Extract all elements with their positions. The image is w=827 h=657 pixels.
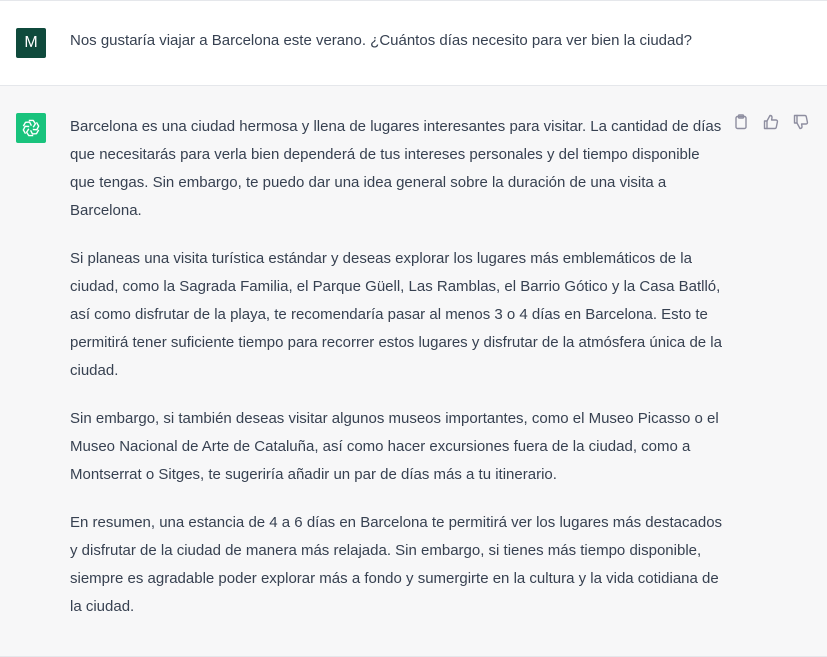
thumbs-down-icon[interactable] — [793, 114, 809, 130]
assistant-message-text — [70, 113, 725, 641]
assistant-message-row — [0, 86, 827, 657]
thumbs-up-icon[interactable] — [763, 114, 779, 130]
assistant-paragraph: Barcelona es una ciudad hermosa y llena de lugares interesantes para visitar. La cantidad de días que necesitarás para verla bien dependerá de tus intereses personales y del tiempo disponible que tengas. Sin embargo, te puedo dar una idea general sobre la duración de una visita a Barcelona. — [70, 118, 722, 219]
user-message-text: Nos gustaría viajar a Barcelona este verano. ¿Cuántos días necesito para ver bien la ciudad? — [70, 32, 693, 49]
assistant-avatar — [16, 113, 46, 143]
assistant-paragraph: Sin embargo, si también deseas visitar algunos museos importantes, como el Museo Picasso o el Museo Nacional de Arte de Cataluña, así como hacer excursiones fuera de la ciudad, como a Montserrat o Sitges, te sugeriría añadir un par de días más a tu itinerario. — [70, 410, 719, 483]
assistant-paragraph: En resumen, una estancia de 4 a 6 días en Barcelona te permitirá ver los lugares más destacados y disfrutar de la ciudad de manera más relajada. Sin embargo, si tienes más tiempo disponible, siempre es agradable poder explorar más a fondo y sumergirte en la cultura y la vida cotidiana de la ciudad. — [70, 514, 723, 615]
openai-logo-icon — [21, 118, 41, 138]
message-actions — [733, 114, 809, 130]
assistant-paragraph: Si planeas una visita turística estándar y deseas explorar los lugares más emblemáticos de la ciudad, como la Sagrada Familia, el Parque Güell, Las Ramblas, el Barrio Gótico y la Casa Batlló, así como disfrutar de la playa, te recomendaría pasar al menos 3 o 4 días en Barcelona. Esto te permitirá tener suficiente tiempo para recorrer estos lugares y disfrutar de la atmósfera única de la ciudad. — [70, 250, 722, 379]
user-avatar: M — [16, 28, 46, 58]
clipboard-icon[interactable] — [733, 114, 749, 130]
user-message-row — [0, 0, 827, 86]
